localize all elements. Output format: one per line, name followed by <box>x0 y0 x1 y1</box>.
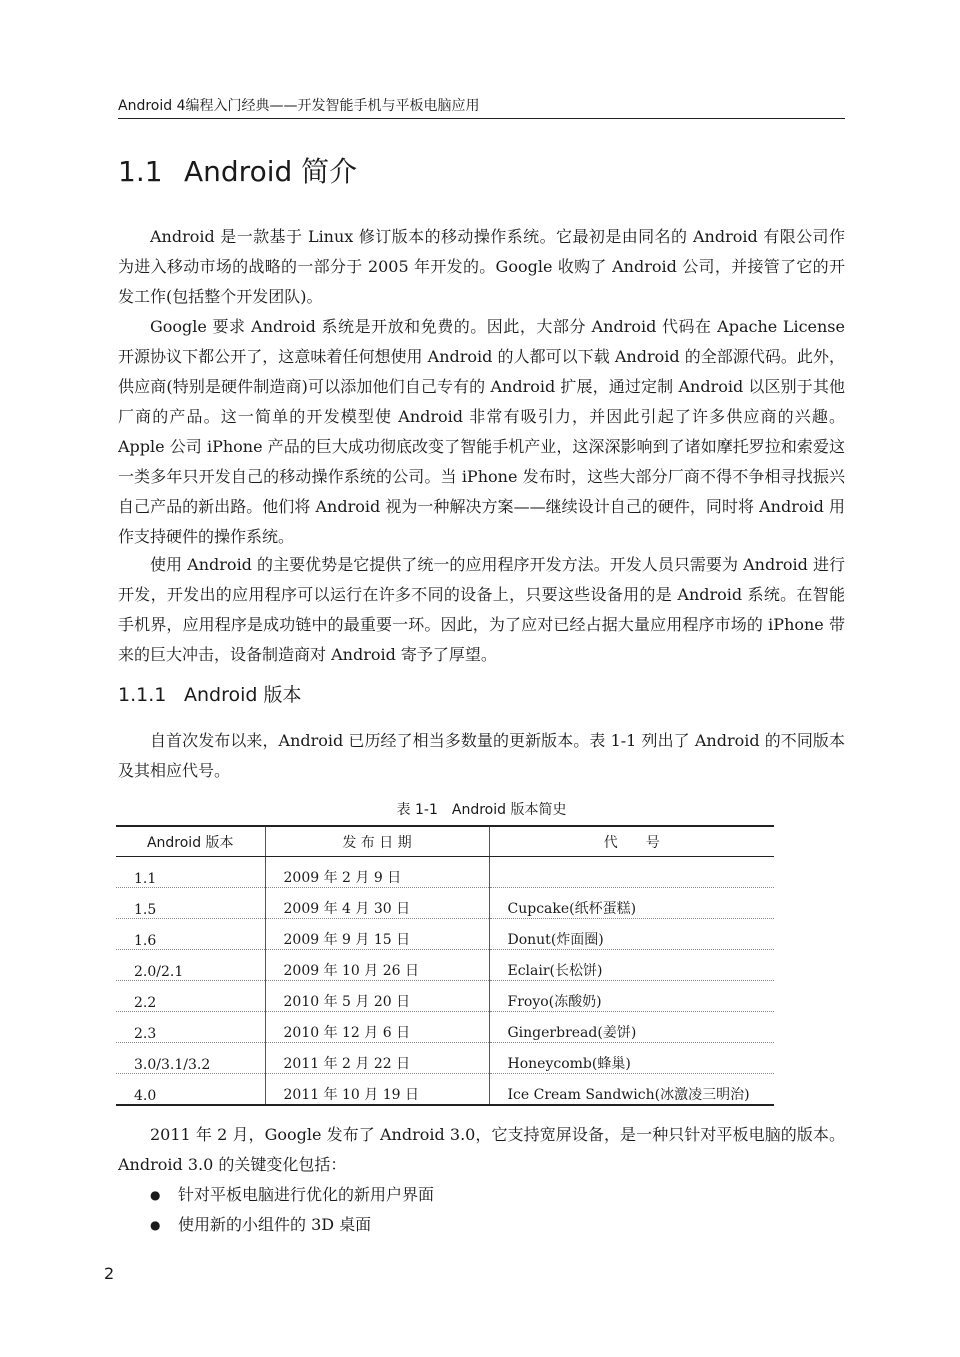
table-cell: 1.1 <box>116 857 265 888</box>
version-table <box>116 825 774 1106</box>
table-cell: 2.2 <box>116 981 265 1012</box>
paragraph: 2011 年 2 月，Google 发布了 Android 3.0，它支持宽屏设备，是一种只针对平板电脑的版本。Android 3.0 的关键变化包括： <box>118 1125 845 1174</box>
subsection-number: 1.1.1 <box>118 684 167 706</box>
column-header: 发 布 日 期 <box>265 826 489 857</box>
table-row <box>116 1074 774 1106</box>
table-cell: 2009 年 9 月 15 日 <box>265 919 489 950</box>
table-row <box>116 950 774 981</box>
list-item: ● 针对平板电脑进行优化的新用户界面 <box>150 1180 434 1210</box>
section-heading <box>118 152 357 192</box>
section-title: Android 简介 <box>184 155 358 188</box>
column-header: 代 号 <box>489 826 774 857</box>
table-header-row <box>116 826 774 857</box>
table-cell: Donut(炸面圈) <box>489 919 774 950</box>
table-cell: 1.6 <box>116 919 265 950</box>
table-cell: 2.0/2.1 <box>116 950 265 981</box>
table-cell: Cupcake(纸杯蛋糕) <box>489 888 774 919</box>
table-cell: 2009 年 10 月 26 日 <box>265 950 489 981</box>
table-cell: 2011 年 10 月 19 日 <box>265 1074 489 1106</box>
running-header: Android 4编程入门经典——开发智能手机与平板电脑应用 <box>118 96 845 119</box>
table-row <box>116 1012 774 1043</box>
column-header: Android 版本 <box>116 826 265 857</box>
subsection-heading <box>118 680 302 710</box>
table-cell: Ice Cream Sandwich(冰激凌三明治) <box>489 1074 774 1106</box>
table-cell <box>489 857 774 888</box>
table-row <box>116 888 774 919</box>
paragraph: Google 要求 Android 系统是开放和免费的。因此，大部分 Android 代码在 Apache License 开源协议下都公开了，这意味着任何想使用 Android 的人都可以下载 Android 的全部源代码。此外，供应商(特别是硬件制造商)可以添加他们自己专有的 Android 扩展，通过定制 Android 以区别于其他厂商的产品。这一简单的开发模型使 Android 非常有吸引力，并因此引起了许多供应商的兴趣。Apple 公司 iPhone 产品的巨大成功彻底改变了智能手机产业，这深深影响到了诸如摩托罗拉和索爱这一类多年只开发自己的移动操作系统的公司。当 iPhone 发布时，这些大部分厂商不得不争相寻找振兴自己产品的新出路。他们将 Android 视为一种解决方案——继续设计自己的硬件，同时将 Android 用作支持硬件的操作系统。 <box>118 317 845 546</box>
table-cell: 2010 年 5 月 20 日 <box>265 981 489 1012</box>
table-cell: Froyo(冻酸奶) <box>489 981 774 1012</box>
table-cell: 2009 年 2 月 9 日 <box>265 857 489 888</box>
paragraph: Android 是一款基于 Linux 修订版本的移动操作系统。它最初是由同名的 Android 有限公司作为进入移动市场的战略的一部分于 2005 年开发的。Google 收购了 Android 公司，并接管了它的开发工作(包括整个开发团队)。 <box>118 227 845 306</box>
table-cell: 2010 年 12 月 6 日 <box>265 1012 489 1043</box>
table-row <box>116 857 774 888</box>
table-cell: 2011 年 2 月 22 日 <box>265 1043 489 1074</box>
paragraph: 使用 Android 的主要优势是它提供了统一的应用程序开发方法。开发人员只需要为 Android 进行开发，开发出的应用程序可以运行在许多不同的设备上，只要这些设备用的是 Android 系统。在智能手机界，应用程序是成功链中的最重要一环。因此，为了应对已经占据大量应用程序市场的 iPhone 带来的巨大冲击，设备制造商对 Android 寄予了厚望。 <box>118 555 845 664</box>
table-row <box>116 919 774 950</box>
paragraph: 自首次发布以来，Android 已历经了相当多数量的更新版本。表 1-1 列出了 Android 的不同版本及其相应代号。 <box>118 731 845 780</box>
table-cell: Gingerbread(姜饼) <box>489 1012 774 1043</box>
table-row <box>116 1043 774 1074</box>
table-cell: 2.3 <box>116 1012 265 1043</box>
table-cell: 3.0/3.1/3.2 <box>116 1043 265 1074</box>
table-cell: 2009 年 4 月 30 日 <box>265 888 489 919</box>
table-caption: 表 1-1 Android 版本简史 <box>396 802 567 818</box>
table-row <box>116 981 774 1012</box>
table-cell: 4.0 <box>116 1074 265 1106</box>
table-cell: 1.5 <box>116 888 265 919</box>
table-cell: Honeycomb(蜂巢) <box>489 1043 774 1074</box>
bullet-list <box>150 1180 434 1240</box>
list-item: ● 使用新的小组件的 3D 桌面 <box>150 1210 434 1240</box>
subsection-title: Android 版本 <box>184 684 302 706</box>
page-number: 2 <box>104 1264 115 1283</box>
section-number: 1.1 <box>118 155 163 188</box>
table-cell: Eclair(长松饼) <box>489 950 774 981</box>
